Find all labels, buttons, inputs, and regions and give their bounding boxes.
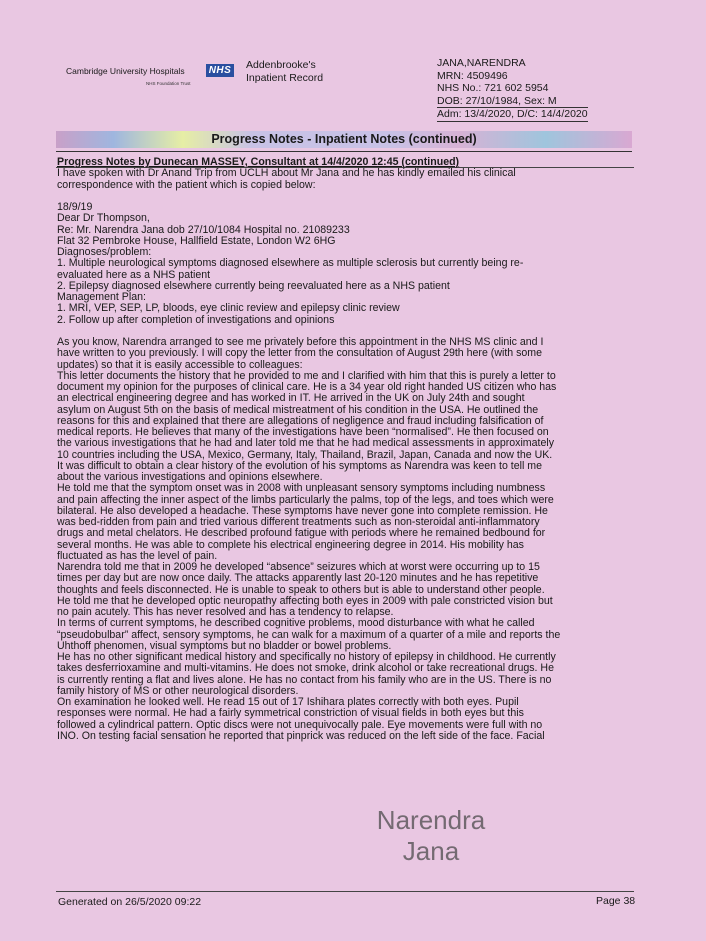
patient-name: JANA,NARENDRA bbox=[437, 57, 526, 69]
note-line: reasons for this and explained that there are allegations of negligence and fraud including falsification of bbox=[57, 414, 544, 427]
patient-dob: DOB: 27/10/1984, Sex: M bbox=[437, 95, 588, 109]
note-line: He has no other significant medical history and specifically no history of epilepsy in childhood. He currently bbox=[57, 651, 556, 663]
note-line: Re: Mr. Narendra Jana dob 27/10/1084 Hospital no. 21089233 bbox=[57, 223, 350, 236]
watermark-line-2: Jana bbox=[402, 836, 460, 866]
note-line: drugs and metal chelators. He described profound fatigue with periods where he remained bedbound for bbox=[57, 527, 546, 540]
note-line: He told me that he developed optic neuropathy affecting both eyes in 2009 with pale constricted vision but bbox=[57, 594, 553, 607]
note-line: I have spoken with Dr Anand Trip from UCLH about Mr Jana and he has kindly emailed his clinical bbox=[57, 167, 516, 180]
note-line: This letter documents the history that he provided to me and I clarified with him that this is purely a letter to bbox=[57, 369, 556, 382]
note-line: Management Plan: bbox=[57, 291, 146, 303]
note-line: Dear Dr Thompson, bbox=[57, 212, 150, 225]
note-line: document my opinion for the purposes of clinical care. He is a 34 year old right handed US citizen who has bbox=[57, 381, 557, 393]
page-number: Page 38 bbox=[596, 895, 636, 907]
note-line: fluctuated as has the level of pain. bbox=[57, 549, 218, 562]
note-line: medical reports. He believes that many of the investigations have been “normalised”. He then focused on bbox=[57, 426, 549, 438]
note-heading: Progress Notes by Dunecan MASSEY, Consultant at 14/4/2020 12:45 (continued) bbox=[57, 156, 460, 168]
note-line: updates) so that it is easily accessible to colleagues: bbox=[57, 358, 303, 371]
patient-nhs-number: NHS No.: 721 602 5954 bbox=[437, 82, 549, 95]
note-line: Diagnoses/problem: bbox=[57, 246, 152, 258]
note-line: 1. Multiple neurological symptoms diagnosed elsewhere as multiple sclerosis but currently being re- bbox=[57, 257, 524, 270]
patient-admission: Adm: 13/4/2020, D/C: 14/4/2020 bbox=[437, 108, 588, 121]
note-line: In terms of current symptoms, he described cognitive problems, mood disturbance with what he called bbox=[57, 617, 535, 630]
note-line: several months. He was able to complete his electrical engineering degree in 2014. His mobility has bbox=[57, 538, 524, 551]
note-line: about the various investigations and opinions elsewhere. bbox=[57, 471, 323, 483]
note-line: 18/9/19 bbox=[57, 201, 93, 213]
watermark-line-1: Narendra bbox=[376, 805, 486, 835]
record-line-1: Addenbrooke's bbox=[246, 59, 316, 71]
note-line: no pain acutely. This has never resolved and has a tendency to relapse. bbox=[57, 606, 394, 618]
note-line: 10 countries including the USA, Mexico, Germany, Italy, Thailand, Brazil, Japan, Canada and now the UK. bbox=[57, 448, 553, 461]
note-line: As you know, Narendra arranged to see me privately before this appointment in the NHS MS clinic and I bbox=[57, 336, 544, 348]
note-line: and pain affecting the inner aspect of the limbs particularly the palms, top of the legs, and toes which were bbox=[57, 493, 554, 506]
hospital-name: Cambridge University Hospitals bbox=[66, 66, 185, 76]
note-line: Uhthoff phenomen, visual symptoms but no bladder or bowel problems. bbox=[57, 639, 392, 652]
note-line bbox=[57, 191, 639, 202]
note-line: thoughts and feels disconnected. He is unable to speak to others but is able to understand other people. bbox=[57, 583, 545, 596]
record-title bbox=[246, 59, 323, 85]
note-line: Flat 32 Pembroke House, Hallfield Estate, London W2 6HG bbox=[57, 234, 336, 247]
nhs-logo: NHS bbox=[206, 64, 234, 77]
banner-divider bbox=[56, 151, 632, 152]
note-line: asylum on August 5th on the basis of medical mistreatment of his condition in the USA. He outlined the bbox=[57, 403, 539, 416]
footer-divider bbox=[56, 891, 634, 892]
note-line: times per day but are now once daily. The attacks apparently last 20-120 minutes and he has repetitive bbox=[57, 572, 539, 585]
trust-name: NHS Foundation Trust bbox=[146, 81, 191, 86]
note-line: bilateral. He also developed a headache. These symptoms have never gone into complete remission. He bbox=[57, 504, 548, 517]
note-line: the various investigations that he had and later told me that he had medical assessments in approximately bbox=[57, 437, 555, 450]
note-line: 2. Follow up after completion of investigations and opinions bbox=[57, 313, 335, 326]
note-line: is currently renting a flat and lives alone. He has no contact from his family who are in the US. There is no bbox=[57, 673, 552, 686]
note-line: 2. Epilepsy diagnosed elsewhere currently being reevaluated here as a NHS patient bbox=[57, 279, 450, 292]
name-watermark bbox=[346, 805, 516, 867]
note-line: correspondence with the patient which is copied below: bbox=[57, 178, 316, 191]
note-line: takes desferrioxamine and multi-vitamins. He does not smoke, drink alcohol or take recreational drugs. He bbox=[57, 662, 554, 675]
note-line: “pseudobulbar” affect, sensory symptoms, he can walk for a maximum of a quarter of a mile and reports the bbox=[57, 628, 561, 641]
note-line: an electrical engineering degree and has worked in IT. He arrived in the UK on July 24th and sought bbox=[57, 392, 525, 405]
note-line: On examination he looked well. He read 15 out of 17 Ishihara plates correctly with both eyes. Pupil bbox=[57, 696, 519, 708]
note-line: INO. On testing facial sensation he reported that pinprick was reduced on the left side of the face. Facial bbox=[57, 729, 545, 742]
note-line: family history of MS or other neurological disorders. bbox=[57, 684, 299, 697]
note-line: Narendra told me that in 2009 he developed “absence” seizures which at worst were occurring up to 15 bbox=[57, 561, 540, 573]
note-line: 1. MRI, VEP, SEP, LP, bloods, eye clinic review and epilepsy clinic review bbox=[57, 302, 400, 315]
patient-info bbox=[437, 57, 588, 122]
note-line: He told me that the symptom onset was in 2008 with unpleasant sensory symptoms including numbness bbox=[57, 482, 546, 495]
note-line: was bed-ridden from pain and tried various different treatments such as non-steroidal anti-inflammatory bbox=[57, 516, 540, 528]
note-line: responses were normal. He had a fairly symmetrical constriction of visual fields in both eyes but this bbox=[57, 707, 524, 720]
record-line-2: Inpatient Record bbox=[246, 72, 324, 84]
section-banner: Progress Notes - Inpatient Notes (continued) bbox=[56, 131, 632, 148]
note-body bbox=[57, 157, 639, 742]
patient-mrn: MRN: 4509496 bbox=[437, 69, 508, 82]
note-line: It was difficult to obtain a clear history of the evolution of his symptoms as Narendra was keen to tell me bbox=[57, 459, 542, 472]
note-line: followed a cylindrical pattern. Optic discs were not unequivocally pale. Eye movements were full with no bbox=[57, 718, 543, 731]
note-line: have written to you previously. I will copy the letter from the consultation of August 29th here (with some bbox=[57, 347, 543, 360]
generated-timestamp: Generated on 26/5/2020 09:22 bbox=[58, 896, 202, 908]
note-line: evaluated here as a NHS patient bbox=[57, 268, 211, 281]
